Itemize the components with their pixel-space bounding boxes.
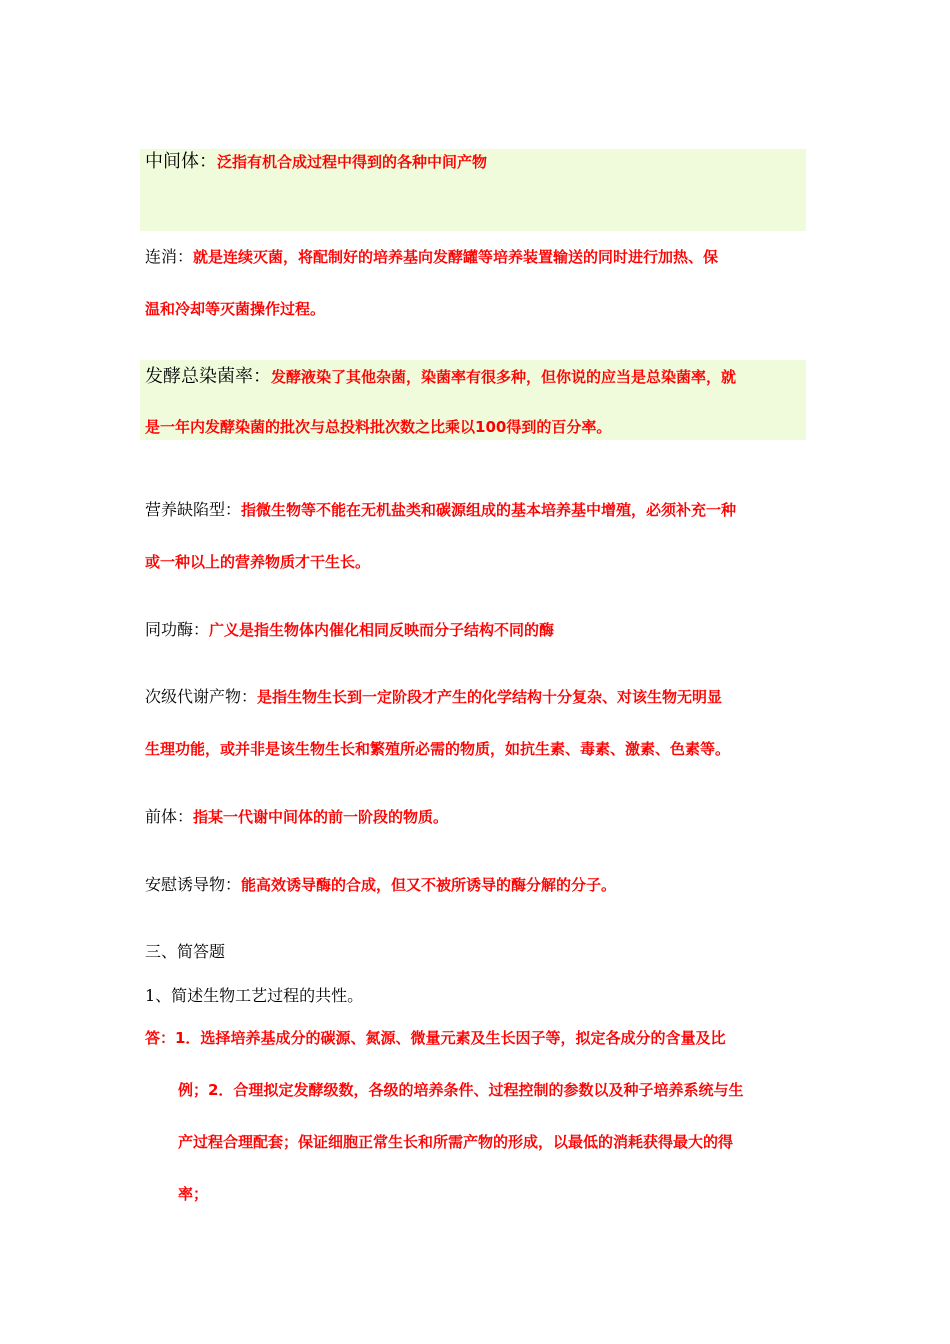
term-row	[145, 151, 807, 173]
answer-text: 例；2．合理拟定发酵级数，各级的培养条件、过程控制的参数以及种子培养系统与生	[178, 1081, 744, 1099]
term-label: 同功酶：	[145, 620, 210, 639]
section-title	[145, 941, 807, 963]
term-definition: 能高效诱导酶的合成，但又不被所诱导的酶分解的分子。	[241, 876, 617, 894]
answer-line	[178, 1131, 808, 1153]
term-definition: 生理功能，或并非是该生物生长和繁殖所必需的物质，如抗生素、毒素、激素、色素等。	[145, 740, 731, 758]
term-continuation	[145, 298, 807, 320]
term-definition: 泛指有机合成过程中得到的各种中间产物	[217, 153, 488, 171]
term-row	[145, 499, 807, 521]
term-row	[145, 686, 807, 708]
answer-text: 率；	[178, 1185, 209, 1203]
term-continuation	[145, 738, 807, 760]
answer-text: 产过程合理配套；保证细胞正常生长和所需产物的形成，以最低的消耗获得最大的得	[178, 1133, 734, 1151]
term-label: 中间体：	[145, 151, 217, 172]
term-definition: 温和冷却等灭菌操作过程。	[145, 300, 326, 318]
term-definition: 广义是指生物体内催化相同反映而分子结构不同的酶	[209, 621, 555, 639]
term-definition: 是一年内发酵染菌的批次与总投料批次数之比乘以100得到的百分率。	[145, 418, 612, 436]
term-definition: 指微生物等不能在无机盐类和碳源组成的基本培养基中增殖，必须补充一种	[241, 501, 737, 519]
section-title-text: 三、简答题	[145, 942, 226, 961]
term-continuation	[145, 551, 807, 573]
term-row	[145, 246, 807, 268]
term-definition: 是指生物生长到一定阶段才产生的化学结构十分复杂、对该生物无明显	[257, 688, 723, 706]
term-label: 前体：	[145, 807, 194, 826]
term-label: 次级代谢产物：	[145, 687, 258, 706]
answer-line	[178, 1183, 808, 1205]
term-label: 安慰诱导物：	[145, 875, 242, 894]
term-row	[145, 874, 807, 896]
question-text: 1、简述生物工艺过程的共性。	[145, 986, 364, 1005]
question	[145, 985, 807, 1007]
term-definition: 或一种以上的营养物质才干生长。	[145, 553, 371, 571]
term-label: 发酵总染菌率：	[145, 366, 271, 387]
term-row	[145, 806, 807, 828]
answer-text: 答：1．选择培养基成分的碳源、氮源、微量元素及生长因子等，拟定各成分的含量及比	[145, 1029, 726, 1047]
term-continuation	[145, 416, 807, 438]
term-row	[145, 619, 807, 641]
term-label: 连消：	[145, 247, 194, 266]
term-definition: 指某一代谢中间体的前一阶段的物质。	[193, 808, 449, 826]
term-definition: 发酵液染了其他杂菌，染菌率有很多种，但你说的应当是总染菌率，就	[271, 368, 737, 386]
term-row	[145, 366, 807, 388]
answer-line	[145, 1027, 807, 1049]
term-definition: 就是连续灭菌，将配制好的培养基向发酵罐等培养装置输送的同时进行加热、保	[193, 248, 719, 266]
answer-line	[178, 1079, 808, 1101]
term-label: 营养缺陷型：	[145, 500, 242, 519]
